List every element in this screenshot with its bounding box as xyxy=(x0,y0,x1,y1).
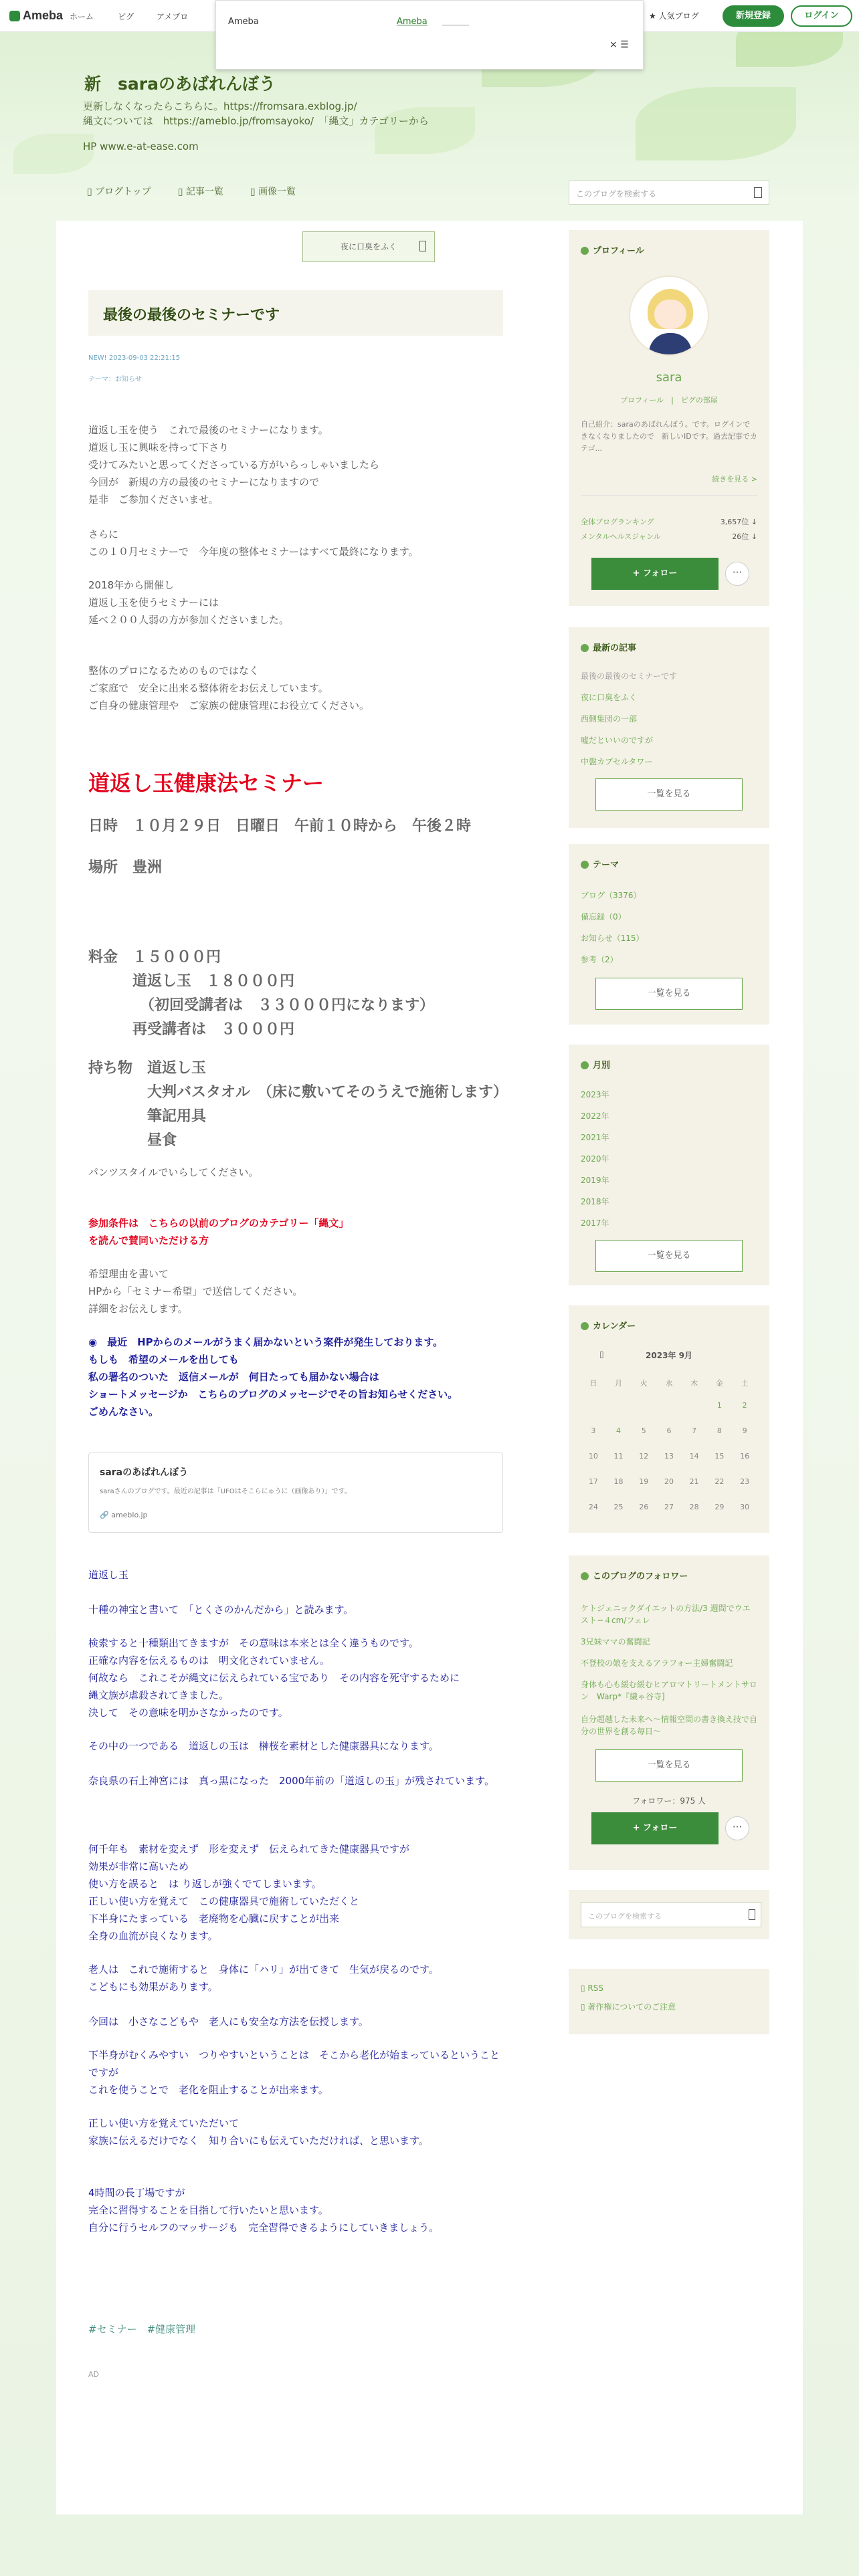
entry-paragraph xyxy=(88,1840,503,1945)
seminar-place: 場所 豊洲 xyxy=(88,859,163,876)
popup-title: Ameba xyxy=(228,17,259,27)
seminar-items xyxy=(88,1008,508,1177)
calendar-day: 29 xyxy=(714,1502,725,1511)
copyright-link[interactable] xyxy=(581,2001,676,2012)
recent-item[interactable]: 中盤カプセルタワー xyxy=(581,757,653,766)
theme-item[interactable]: 参考（2） xyxy=(581,955,618,964)
text-line: 道返し玉に興味を持って下さり xyxy=(88,441,229,453)
theme-item[interactable]: ブログ（3376） xyxy=(581,891,642,900)
recent-item[interactable]: 嘘だといいのですが xyxy=(581,736,654,745)
nav-home[interactable]: ホーム xyxy=(70,12,94,21)
login-button[interactable]: ログイン xyxy=(791,5,852,27)
text-line: 希望理由を書いて xyxy=(88,1268,169,1280)
entry-paragraph: 今回は 小さなこどもや 老人にも安全な方法を伝授します。 xyxy=(88,2016,369,2028)
search-icon[interactable] xyxy=(749,1909,755,1920)
text-line: 道返し玉 １８０００円 xyxy=(88,973,295,990)
text-line: 正確な内容を伝えるものは 明文化されていません。 xyxy=(88,1654,330,1667)
recent-heading-label: 最新の記事 xyxy=(593,643,637,653)
text-line: さらに xyxy=(88,528,119,540)
calendar-day: 24 xyxy=(588,1502,598,1511)
entry-paragraph xyxy=(88,2046,503,2099)
logo-text: Ameba xyxy=(23,9,64,22)
follower-count: フォロワー：975 人 xyxy=(632,1796,706,1806)
calendar-table xyxy=(581,1374,757,1519)
month-item[interactable]: 2021年 xyxy=(581,1133,609,1142)
global-nav xyxy=(87,185,296,198)
blog-title[interactable]: 新 saraのあばれんぼう xyxy=(84,74,276,94)
entry-paragraph xyxy=(88,2115,503,2149)
crown-icon: ★ xyxy=(649,11,659,21)
weekday: 水 xyxy=(665,1379,673,1388)
text-line: （初回受講者は ３３０００円になります） xyxy=(88,997,435,1014)
calendar-day: 12 xyxy=(639,1451,649,1461)
text-line: 道返し玉を使うセミナーには xyxy=(88,597,219,609)
text-line: 道返し玉を使う これで最後のセミナーになります。 xyxy=(88,424,328,436)
text-line: 料金 １５０００円 xyxy=(88,949,221,966)
theme-box xyxy=(569,844,769,1025)
text-line: 下半身がむくみやすい つりやすいということは そこから老化が始まっているということですが xyxy=(88,2049,500,2078)
calendar-day: 27 xyxy=(664,1502,674,1511)
calendar-day xyxy=(631,1392,656,1418)
card-description: saraさんのブログです。最近の記事は「UFOはそこらにゅうに（画像あり）」です。 xyxy=(100,1488,351,1495)
leaf-decoration xyxy=(13,134,94,174)
monthly-list-button[interactable]: 一覧を見る xyxy=(595,1240,743,1272)
calendar-day: 13 xyxy=(664,1451,674,1461)
nav-ameblo[interactable]: アメブロ xyxy=(157,12,189,21)
ameba-logo[interactable] xyxy=(9,9,63,23)
link-icon xyxy=(419,241,426,251)
calendar-day xyxy=(606,1392,632,1418)
theme-item[interactable]: お知らせ（115） xyxy=(581,934,644,943)
seminar-title: 道返し玉健康法セミナー xyxy=(88,770,324,796)
theme-heading xyxy=(569,844,769,870)
blog-description-1: 更新しなくなったらこちらに。https://fromsara.exblog.jp/ xyxy=(83,100,357,112)
search-icon[interactable] xyxy=(754,187,762,198)
ad-label: AD xyxy=(88,2370,99,2379)
search-placeholder: このブログを検索する xyxy=(576,189,657,199)
weekday: 金 xyxy=(715,1379,723,1388)
pants-note: パンツスタイルでいらしてください。 xyxy=(88,1166,259,1178)
calendar-day: 18 xyxy=(613,1477,624,1486)
blog-description-2: 縄文については https://ameblo.jp/fromsayoko/ 「縄文」カテゴリーから xyxy=(83,115,429,127)
text-line: 老人は これで施術すると 身体に「ハリ」が出てきて 生気が戻るのです。 xyxy=(88,1963,439,1975)
calendar-day xyxy=(656,1392,682,1418)
search-placeholder: このブログを検索する xyxy=(588,1912,662,1921)
nav-blog-top-label: ブログトップ xyxy=(95,187,151,197)
calendar-prev-icon[interactable]: ▯ xyxy=(599,1350,604,1359)
text-line: 検索すると十種類出てきますが その意味は本来とは全く違うものです。 xyxy=(88,1637,419,1649)
profile-heading-label: プロフィール xyxy=(593,246,644,256)
apply-instructions xyxy=(88,1265,503,1317)
calendar-heading-label: カレンダー xyxy=(593,1321,636,1331)
calendar-day: 16 xyxy=(740,1451,750,1461)
calendar-day xyxy=(581,1392,606,1418)
calendar-day: 30 xyxy=(740,1502,750,1511)
calendar-day: 28 xyxy=(689,1502,699,1511)
calendar-day: 21 xyxy=(689,1477,699,1486)
rss-box xyxy=(569,1969,769,2034)
text-line: 家族に伝えるだけでなく 知り合いにも伝えていただければ、と思います。 xyxy=(88,2135,429,2147)
leaf-icon xyxy=(581,247,589,255)
popular-label: 人気ブログ xyxy=(658,11,699,21)
profile-heading xyxy=(569,230,769,256)
entry-date: NEW! 2023-09-03 22:21:15 xyxy=(88,354,181,362)
leaf-icon xyxy=(581,1061,589,1069)
ameba-logo-icon xyxy=(9,11,20,21)
entry-paragraph xyxy=(88,1961,503,1996)
text-line: 私の署名のついた 返信メールが 何日たっても届かない場合は xyxy=(88,1371,379,1383)
text-line: 全身の血流が良くなります。 xyxy=(88,1930,218,1942)
nav-pigg[interactable]: ピグ xyxy=(118,12,134,21)
leaf-icon xyxy=(581,861,589,869)
text-line: ショートメッセージか こちらのブログのメッセージでその旨お知らせください。 xyxy=(88,1388,458,1400)
calendar-day[interactable]: 2 xyxy=(742,1400,747,1410)
text-line: もしも 希望のメールを出しても xyxy=(88,1354,239,1366)
text-line: 大判バスタオル （床に敷いてそのうえで施術します） xyxy=(88,1084,508,1101)
hashtags[interactable]: #セミナー #健康管理 xyxy=(88,2323,196,2335)
follower-item[interactable]: 自分超越した未来へ〜情報空間の書き換え技で自分の世界を創る毎日〜 xyxy=(581,1715,758,1736)
calendar-day xyxy=(682,1392,707,1418)
nav-image-list-label: 画像一覧 xyxy=(258,187,296,197)
text-line: ご家庭で 安全に出来る整体術をお伝えしています。 xyxy=(88,682,328,694)
text-line: 延べ２００人弱の方が参加くださいました。 xyxy=(88,614,290,626)
follow-button[interactable]: + フォロー xyxy=(591,558,719,590)
text-line: 何故なら これこそが縄文に伝えられている宝であり その内容を死守するために xyxy=(88,1672,460,1684)
followers-box xyxy=(569,1555,769,1870)
entry-paragraph xyxy=(88,2184,503,2236)
entry-paragraph xyxy=(88,1634,503,1721)
text-line: 正しい使い方を覚えていただいて xyxy=(88,2117,240,2129)
calendar-day: 25 xyxy=(613,1502,624,1511)
popup-close-icon[interactable]: × ☰ xyxy=(609,39,629,50)
text-line: 受けてみたいと思ってくださっている方がいらっしゃいましたら xyxy=(88,459,380,471)
ameba-popup xyxy=(215,0,644,70)
text-line: 使い方を誤ると は り返しが強くでてしまいます。 xyxy=(88,1878,322,1890)
calendar-day: 3 xyxy=(591,1426,596,1435)
text-line: 今回が 新規の方の最後のセミナーになりますので xyxy=(88,476,320,488)
text-line: 2018年から開催し xyxy=(88,579,175,591)
text-line: 昼食 xyxy=(88,1132,177,1149)
text-line: 是非 ご参加くださいませ。 xyxy=(88,494,219,506)
theme-item[interactable]: 備忘録（0） xyxy=(581,912,626,922)
entry-paragraph: 十種の神宝と書いて 「とくさのかんだから」と読みます。 xyxy=(88,1604,354,1616)
calendar-day[interactable]: 4 xyxy=(616,1426,622,1435)
calendar-month: 2023年 9月 xyxy=(646,1351,692,1360)
rank-all-value: 3,657位 ↓ xyxy=(720,518,757,526)
calendar-day: 10 xyxy=(588,1451,598,1461)
text-line: こどもにも効果があります。 xyxy=(88,1981,218,1993)
text-line: 詳細をお伝えします。 xyxy=(88,1303,188,1315)
card-title: saraのあばれんぼう xyxy=(100,1467,189,1478)
entry-paragraph xyxy=(88,421,503,508)
copyright-label: 著作権についてのご注意 xyxy=(587,2002,676,2012)
divider xyxy=(581,495,757,496)
profile-links[interactable]: プロフィール | ピグの部屋 xyxy=(620,396,718,405)
text-line: ご自身の健康管理や ご家族の健康管理にお役立てください。 xyxy=(88,700,370,712)
nav-entry-list[interactable]: ▯ 記事一覧 xyxy=(177,187,223,197)
popup-link[interactable]: Ameba xyxy=(397,17,427,27)
entry-paragraph: その中の一つである 道返しの玉は 榊桜を素材とした健康器具になります。 xyxy=(88,1740,439,1752)
profile-intro: 自己紹介：saraのあばれんぼう。です。ログインできなくなりましたので 新しいIDです。過去記事でカテゴ... xyxy=(581,420,757,453)
leaf-icon xyxy=(581,1322,589,1330)
avatar[interactable] xyxy=(629,276,709,356)
text-line: を読んで賛同いただける方 xyxy=(88,1235,209,1247)
recent-entries-box xyxy=(569,627,769,828)
month-item[interactable]: 2020年 xyxy=(581,1154,609,1164)
calendar-day: 19 xyxy=(639,1477,649,1486)
follower-item[interactable]: 身体も心も緩む緩むヒアロマトリートメントサロン Warp*『繊ゃ谷寺] xyxy=(581,1680,757,1701)
nav-image-list[interactable]: ▯ 画像一覧 xyxy=(250,187,296,197)
rank-genre-value: 26位 ↓ xyxy=(732,532,757,541)
link-icon: 🔗 xyxy=(100,1511,112,1519)
text-line: 決して その意味を明かさなかったのです。 xyxy=(88,1707,288,1719)
rss-label: RSS xyxy=(587,1983,603,1993)
recent-list-button[interactable]: 一覧を見る xyxy=(595,778,743,811)
leaf-icon xyxy=(581,1572,589,1580)
calendar-day: 26 xyxy=(639,1502,649,1511)
month-item[interactable]: 2017年 xyxy=(581,1218,609,1228)
entry-paragraph: 奈良県の石上神宮には 真っ黒になった 2000年前の「道返しの玉」が残されています。 xyxy=(88,1775,494,1787)
text-line: これを使うことで 老化を阻止することが出来ます。 xyxy=(88,2084,328,2096)
recent-item[interactable]: 最後の最後のセミナーです xyxy=(581,671,678,681)
text-line: 効果が非常に高いため xyxy=(88,1860,189,1872)
participation-condition xyxy=(88,1214,503,1249)
follower-item[interactable]: ケトジェニックダイエットの方法/3 週間でウエスト−４cm/フェレ xyxy=(581,1604,751,1625)
theme-heading-label: テーマ xyxy=(593,860,619,870)
calendar-day: 8 xyxy=(717,1426,722,1435)
entry-paragraph xyxy=(88,576,503,629)
recent-item[interactable]: 夜に口臭をふく xyxy=(581,693,638,702)
calendar-day: 15 xyxy=(714,1451,725,1461)
calendar-box xyxy=(569,1305,769,1533)
monthly-heading xyxy=(569,1045,769,1071)
calendar-day: 11 xyxy=(613,1451,624,1461)
text-line: この１０月セミナーで 今年度の整体セミナーはすべて最終になります。 xyxy=(88,546,419,558)
leaf-icon xyxy=(581,644,589,652)
text-line: ◉ 最近 HPからのメールがうまく届かないという案件が発生しております。 xyxy=(88,1336,444,1348)
text-line: 下半身にたまっている 老廃物を心臓に戻すことが出来 xyxy=(88,1913,340,1925)
text-line: 参加条件は こちらの以前のブログのカテゴリー「縄文」 xyxy=(88,1217,349,1229)
text-line: 整体のプロになるためのものではなく xyxy=(88,665,260,677)
calendar-day: 17 xyxy=(588,1477,598,1486)
document-icon: ▯ xyxy=(581,2002,588,2012)
weekday: 日 xyxy=(589,1379,597,1388)
more-options-icon[interactable]: ··· xyxy=(725,562,749,586)
recent-heading xyxy=(569,627,769,653)
recent-item[interactable]: 西側集団の一部 xyxy=(581,714,638,724)
entry-paragraph: 道返し玉 xyxy=(88,1569,129,1581)
theme-list-button[interactable]: 一覧を見る xyxy=(595,978,743,1010)
weekday: 月 xyxy=(615,1379,623,1388)
text-line: 完全に習得することを目指して行いたいと思います。 xyxy=(88,2204,328,2216)
calendar-day: 14 xyxy=(689,1451,699,1461)
followers-heading xyxy=(569,1555,769,1582)
followers-heading-label: このブログのフォロワー xyxy=(593,1572,688,1582)
blog-link-card[interactable] xyxy=(88,1453,503,1533)
mail-notice xyxy=(88,1333,503,1420)
month-item[interactable]: 2022年 xyxy=(581,1111,609,1121)
rank-genre-label[interactable]: メンタルヘルスジャンル xyxy=(581,532,661,541)
entry-theme[interactable]: テーマ：お知らせ xyxy=(88,376,142,383)
weekday: 土 xyxy=(741,1379,749,1388)
ad-link-button[interactable] xyxy=(302,231,435,262)
profile-box xyxy=(569,230,769,606)
seminar-date: 日時 １０月２９日 日曜日 午前１０時から 午後２時 xyxy=(88,818,472,835)
text-line: 何千年も 素材を変えず 形を変えず 伝えられてきた健康器具ですが xyxy=(88,1843,410,1855)
blog-description-3: HP www.e-at-ease.com xyxy=(83,140,199,152)
text-line: 筆記用具 xyxy=(88,1108,207,1125)
text-line: ごめんなさい。 xyxy=(88,1406,159,1418)
nav-blog-top[interactable]: ▯ ブログトップ xyxy=(87,187,151,197)
avatar-body xyxy=(649,333,692,356)
calendar-day: 7 xyxy=(692,1426,697,1435)
text-line: 正しい使い方を覚えて この健康器具で施術していただくと xyxy=(88,1895,360,1907)
calendar-day[interactable]: 1 xyxy=(717,1400,722,1410)
followers-list-button[interactable]: 一覧を見る xyxy=(595,1749,743,1782)
text-line: 縄文族が虐殺されてきました。 xyxy=(88,1689,229,1701)
rss-link[interactable] xyxy=(581,1983,603,1993)
follower-item[interactable]: 3兄妹ママの奮闘記 xyxy=(581,1637,650,1646)
calendar-day: 6 xyxy=(666,1426,672,1435)
register-button[interactable]: 新規登録 xyxy=(723,5,784,27)
text-line: 再受講者は ３０００円 xyxy=(88,1021,295,1038)
blog-search-input[interactable] xyxy=(569,181,769,205)
profile-name[interactable]: sara xyxy=(656,370,682,385)
calendar-day: 20 xyxy=(664,1477,674,1486)
ad-link-label: 夜に口臭をふく xyxy=(340,242,397,251)
text-line: 自分に行うセルフのマッサージも 完全習得できるようにしていきましょう。 xyxy=(88,2222,440,2234)
entry-paragraph xyxy=(88,526,503,560)
rss-icon: ▯ xyxy=(581,1983,588,1993)
month-item[interactable]: 2023年 xyxy=(581,1090,609,1099)
leaf-decoration xyxy=(636,87,796,160)
avatar-face xyxy=(654,300,686,329)
calendar-heading xyxy=(569,1305,769,1331)
weekday: 木 xyxy=(690,1379,698,1388)
entry-title[interactable]: 最後の最後のセミナーです xyxy=(88,290,503,336)
calendar-day: 22 xyxy=(714,1477,725,1486)
card-site-label: ameblo.jp xyxy=(111,1511,148,1519)
text-line: 4時間の長丁場ですが xyxy=(88,2187,185,2199)
text-line: 持ち物 道返し玉 xyxy=(88,1060,207,1077)
monthly-box xyxy=(569,1045,769,1285)
profile-more-link[interactable]: 続きを見る > xyxy=(712,475,757,484)
calendar-day: 9 xyxy=(742,1426,747,1435)
calendar-day: 5 xyxy=(641,1426,646,1435)
nav-entry-list-label: 記事一覧 xyxy=(185,187,223,197)
popular-blog-button[interactable] xyxy=(646,6,702,25)
monthly-heading-label: 月別 xyxy=(593,1061,611,1071)
follower-item[interactable]: 不登校の娘を支えるアラフォー主婦奮闘記 xyxy=(581,1658,733,1668)
text-line: HPから「セミナー希望」で送信してください。 xyxy=(88,1285,303,1297)
more-options-icon[interactable]: ··· xyxy=(725,1816,749,1840)
calendar-day: 23 xyxy=(740,1477,750,1486)
entry-paragraph xyxy=(88,662,503,714)
follow-button[interactable]: + フォロー xyxy=(591,1812,719,1844)
month-item[interactable]: 2019年 xyxy=(581,1176,609,1185)
card-site xyxy=(100,1511,148,1519)
sidebar-search-box xyxy=(569,1890,769,1939)
sidebar-search-input[interactable] xyxy=(581,1902,761,1927)
weekday: 火 xyxy=(640,1379,648,1388)
rank-all-label[interactable]: 全体ブログランキング xyxy=(581,518,654,526)
month-item[interactable]: 2018年 xyxy=(581,1197,609,1206)
